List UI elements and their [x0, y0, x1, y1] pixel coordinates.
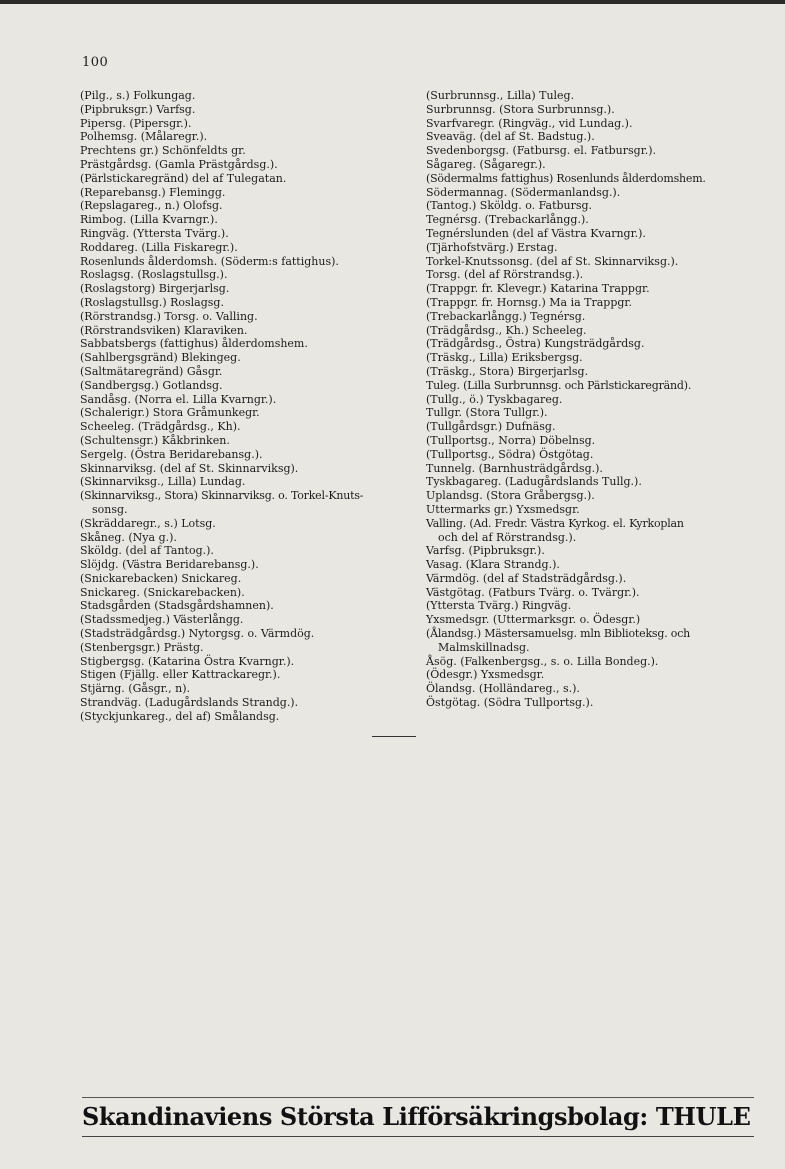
street-entry: (Stadssmedjeg.) Västerlångg.	[80, 613, 244, 627]
street-entry: (Pilg., s.) Folkungag.	[80, 89, 196, 102]
street-entry: (Skinnarviksg., Lilla) Lundag.	[80, 475, 246, 489]
street-entry: (Schalerigr.) Stora Gråmunkegr.	[80, 406, 260, 420]
street-entry: Sandåsg. (Norra el. Lilla Kvarngr.).	[80, 392, 277, 406]
street-entry: Skinnarviksg. (del af St. Skinnarviksg).	[80, 461, 299, 475]
street-entry: Åsög. (Falkenbergsg., s. o. Lilla Bondeg.).	[426, 654, 659, 668]
street-entry: Tegnérslunden (del af Västra Kvarngr.).	[426, 226, 646, 240]
street-entry: (Saltmätaregränd) Gåsgr.	[80, 364, 223, 378]
street-index-right-column	[426, 89, 776, 710]
footer-rule-bottom	[82, 1136, 754, 1137]
street-entry: Tyskbagareg. (Ladugårdslands Tullg.).	[426, 475, 642, 489]
street-entry: Östgötag. (Södra Tullportsg.).	[426, 696, 594, 710]
street-entry: Yxsmedsgr. (Uttermarksgr. o. Ödesgr.)	[426, 613, 641, 627]
street-entry: Tuleg. (Lilla Surbrunnsg. och Pärlstickaregränd).	[426, 378, 692, 392]
street-entry: Pipersg. (Pipersgr.).	[80, 116, 192, 130]
street-entry: Stjärng. (Gåsgr., n).	[80, 682, 191, 696]
street-entry: Surbrunnsg. (Stora Surbrunnsg.).	[426, 102, 615, 116]
street-entry-continuation: och del af Rörstrandsg.).	[438, 530, 577, 544]
street-entry: (Södermalms fattighus) Rosenlunds ålderdomshem.	[426, 171, 706, 185]
street-entry: (Pärlstickaregränd) del af Tulegatan.	[80, 171, 287, 185]
street-entry: Prechtens gr.) Schönfeldts gr.	[80, 144, 246, 158]
street-entry: (Tantog.) Sköldg. o. Fatbursg.	[426, 199, 593, 213]
street-entry: (Träskg., Stora) Birgerjarlsg.	[426, 364, 589, 378]
street-entry: Södermannag. (Södermanlandsg.).	[426, 185, 621, 199]
street-entry: (Trebackarlångg.) Tegnérsg.	[426, 309, 586, 323]
street-entry: (Ödesgr.) Yxsmedsgr.	[426, 668, 545, 682]
street-entry: (Roslagstullsg.) Roslagsg.	[80, 295, 224, 309]
street-entry-continuation: Malmskillnadsg.	[438, 640, 530, 654]
top-border-rule	[0, 0, 785, 4]
section-end-rule	[372, 736, 416, 737]
street-entry: Sveaväg. (del af St. Badstug.).	[426, 130, 595, 144]
street-entry: Vasag. (Klara Strandg.).	[426, 558, 560, 572]
street-entry: Sågareg. (Sågaregr.).	[426, 157, 546, 171]
street-entry: Stigen (Fjällg. eller Kattrackaregr.).	[80, 668, 281, 682]
street-entry: (Schultensgr.) Kåkbrinken.	[80, 433, 230, 447]
street-entry: (Tullportsg., Södra) Östgötag.	[426, 447, 594, 461]
street-entry: (Rörstrandsviken) Klaraviken.	[80, 323, 248, 337]
street-entry: Rosenlunds ålderdomsh. (Söderm:s fattighus).	[80, 254, 339, 268]
street-entry: (Yttersta Tvärg.) Ringväg.	[426, 599, 572, 613]
street-entry: Roslagsg. (Roslagstullsg.).	[80, 268, 228, 282]
street-entry: (Repslagareg., n.) Olofsg.	[80, 199, 223, 213]
street-entry: (Ålandsg.) Mästersamuelsg. mln Biblioteksg. och	[426, 627, 691, 641]
street-entry: Sabbatsbergs (fattighus) ålderdomshem.	[80, 337, 308, 351]
street-entry: Ringväg. (Yttersta Tvärg.).	[80, 226, 229, 240]
street-entry: Slöjdg. (Västra Beridarebansg.).	[80, 558, 259, 572]
street-entry: Sköldg. (del af Tantog.).	[80, 544, 214, 558]
street-entry: (Sandbergsg.) Gotlandsg.	[80, 378, 223, 392]
street-entry: (Trappgr. fr. Klevegr.) Katarina Trappgr.	[426, 282, 650, 296]
street-entry: Stigbergsg. (Katarina Östra Kvarngr.).	[80, 654, 295, 668]
street-entry: (Tullgårdsgr.) Dufnäsg.	[426, 420, 556, 434]
street-entry: Skåneg. (Nya g.).	[80, 530, 177, 544]
footer-advertisement: Skandinaviens Största Lifförsäkringsbolag: THULE	[82, 1102, 751, 1131]
street-entry: (Trappgr. fr. Hornsg.) Ma ia Trappgr.	[426, 295, 632, 309]
street-entry: Sergelg. (Östra Beridarebansg.).	[80, 447, 263, 461]
street-entry: (Tullportsg., Norra) Döbelnsg.	[426, 433, 596, 447]
street-entry: Strandväg. (Ladugårdslands Strandg.).	[80, 696, 299, 710]
street-entry: Tunnelg. (Barnhusträdgårdsg.).	[426, 461, 603, 475]
street-entry: Snickareg. (Snickarebacken).	[80, 585, 245, 599]
street-entry-continuation: sonsg.	[92, 502, 128, 516]
street-entry: Roddareg. (Lilla Fiskaregr.).	[80, 240, 238, 254]
street-entry: (Sahlbergsgränd) Blekingeg.	[80, 351, 241, 365]
street-entry: (Pipbruksgr.) Varfsg.	[80, 102, 196, 116]
street-entry: Scheeleg. (Trädgårdsg., Kh).	[80, 420, 241, 434]
street-entry: Uttermarks gr.) Yxsmedsgr.	[426, 502, 580, 516]
page-number: 100	[82, 55, 109, 70]
street-entry: (Roslagstorg) Birgerjarlsg.	[80, 282, 230, 296]
street-entry: (Tullg., ö.) Tyskbagareg.	[426, 392, 563, 406]
street-entry: Ölandsg. (Holländareg., s.).	[426, 682, 580, 696]
street-entry: (Reparebansg.) Flemingg.	[80, 185, 226, 199]
street-entry: Svedenborgsg. (Fatbursg. el. Fatbursgr.).	[426, 144, 657, 158]
street-entry: (Trädgårdsg., Östra) Kungsträdgårdsg.	[426, 337, 645, 351]
street-entry: (Trädgårdsg., Kh.) Scheeleg.	[426, 323, 587, 337]
street-entry: Torkel-Knutssonsg. (del af St. Skinnarviksg.).	[426, 254, 679, 268]
street-entry: (Stenbergsgr.) Prästg.	[80, 640, 204, 654]
street-index-left-column	[80, 89, 428, 724]
street-entry: Stadsgården (Stadsgårdshamnen).	[80, 599, 274, 613]
street-entry: Svarfvaregr. (Ringväg., vid Lundag.).	[426, 116, 633, 130]
street-entry: (Stadsträdgårdsg.) Nytorgsg. o. Värmdög.	[80, 627, 315, 641]
street-entry: Torsg. (del af Rörstrandsg.).	[426, 268, 584, 282]
street-entry: Polhemsg. (Målaregr.).	[80, 130, 208, 144]
street-entry: Rimbog. (Lilla Kvarngr.).	[80, 213, 218, 227]
street-entry: (Styckjunkareg., del af) Smålandsg.	[80, 709, 280, 723]
street-entry: Tegnérsg. (Trebackarlångg.).	[426, 213, 589, 227]
street-entry: (Surbrunnsg., Lilla) Tuleg.	[426, 89, 575, 102]
street-entry: Västgötag. (Fatburs Tvärg. o. Tvärgr.).	[426, 585, 640, 599]
street-entry: (Tjärhofstvärg.) Erstag.	[426, 240, 558, 254]
street-entry: (Snickarebacken) Snickareg.	[80, 571, 242, 585]
street-entry: Uplandsg. (Stora Gråbergsg.).	[426, 489, 595, 503]
street-entry: Värmdög. (del af Stadsträdgårdsg.).	[426, 571, 627, 585]
street-entry: (Träskg., Lilla) Eriksbergsg.	[426, 351, 583, 365]
street-entry: Valling. (Ad. Fredr. Västra Kyrkog. el. Kyrkoplan	[426, 516, 684, 530]
street-entry: Prästgårdsg. (Gamla Prästgårdsg.).	[80, 157, 278, 171]
street-entry: Varfsg. (Pipbruksgr.).	[426, 544, 545, 558]
street-entry: (Rörstrandsg.) Torsg. o. Valling.	[80, 309, 258, 323]
street-entry: (Skräddaregr., s.) Lotsg.	[80, 516, 216, 530]
street-entry: (Skinnarviksg., Stora) Skinnarviksg. o. Torkel-Knuts-	[80, 489, 364, 503]
street-entry: Tullgr. (Stora Tullgr.).	[426, 406, 548, 420]
